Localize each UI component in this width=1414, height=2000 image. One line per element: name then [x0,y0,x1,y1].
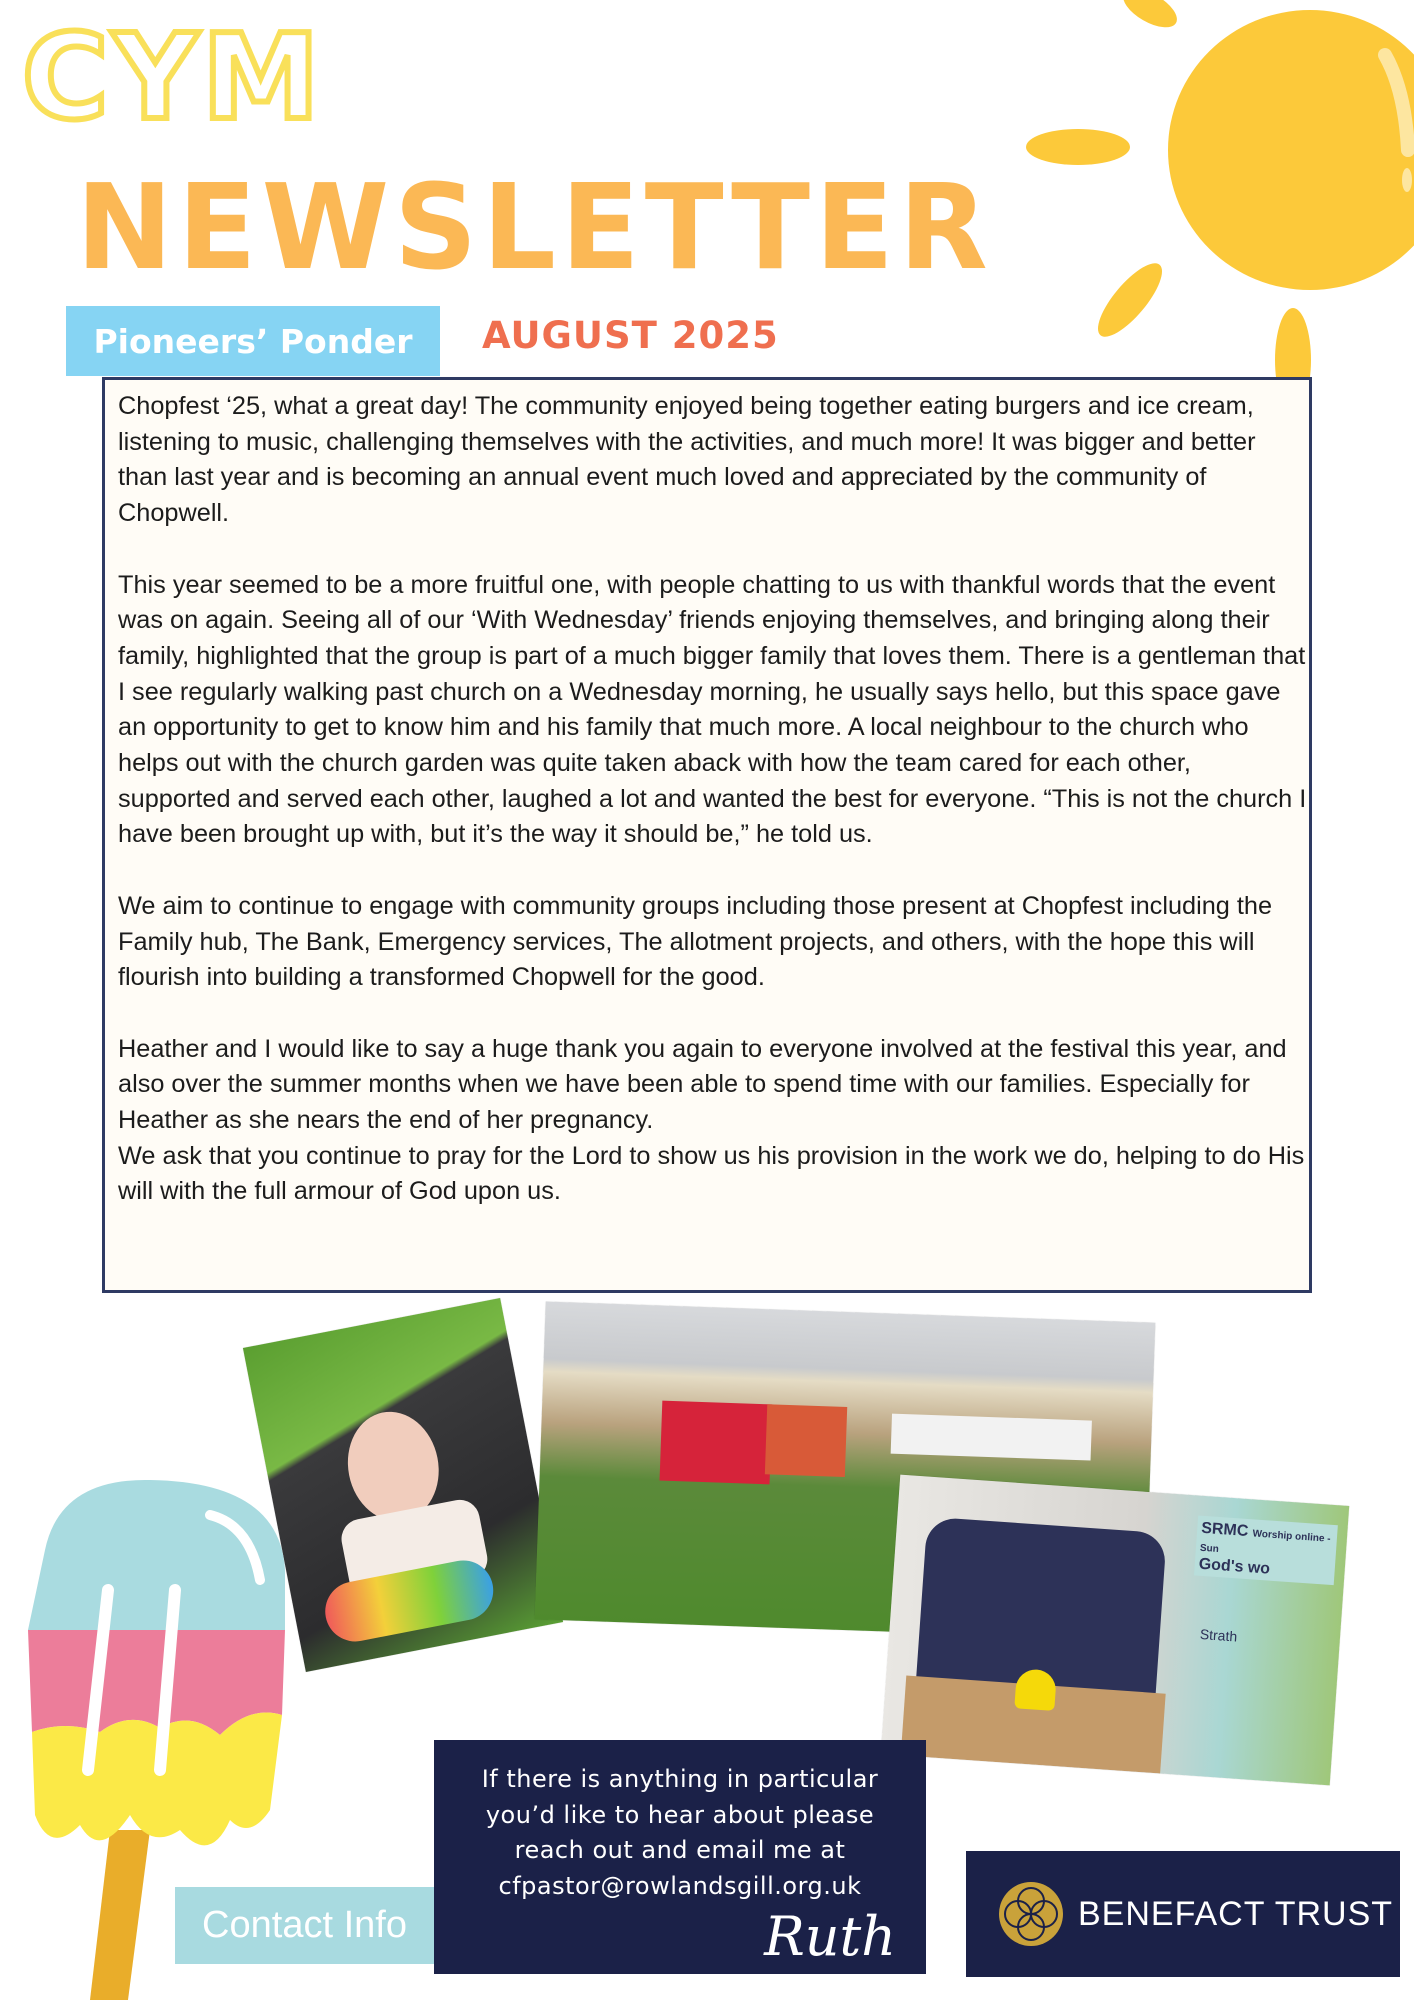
contact-box [434,1740,926,1974]
contact-email-link[interactable]: cfpastor@rowlandsgill.org.uk [498,1871,862,1900]
article-paragraph: We aim to continue to engage with community groups including those present at Chopfest including the Family hub, The Bank, Emergency services, The allotment projects, and others, with the hope this will flourish into building a transformed Chopwell for the good. [118,891,1273,992]
article-paragraph: This year seemed to be a more fruitful one, with people chatting to us with thankful words that the event was on again. Seeing all of our ‘With Wednesday’ friends enjoying themselves, and bringing along their family, highlighted that the group is part of a much bigger family that loves them. There is a gentleman that I see regularly walking past church on a Wednesday morning, he usually says hello, but this space gave an opportunity to get to know him and his family that much more. A local neighbour to the church who helps out with the church garden was quite taken aback with how the team cared for each other, supported and served each other, laughed a lot and wanted the best for everyone. “This is not the church I have been brought up with, but it’s the way it should be,” he told us. [118,570,1307,849]
benefact-emblem-icon [996,1879,1066,1949]
article-body [118,389,1308,1246]
sponsor-name: BENEFACT TRUST [1078,1894,1394,1933]
article-paragraph: We ask that you continue to pray for the Lord to show us his provision in the work we do, helping to do His will with the full armour of God upon us. [118,1141,1305,1206]
contact-line: you’d like to hear about please [485,1800,875,1829]
article-paragraph: Heather and I would like to say a huge thank you again to everyone involved at the festival this year, and also over the summer months when we have been able to spend time with our families. Especially for Heather as she nears the end of her pregnancy. [118,1034,1287,1135]
sun-illustration [1010,0,1414,420]
brand-cym: CYM [22,8,324,146]
newsletter-title: NEWSLETTER [76,158,993,296]
section-label: Pioneers’ Ponder [66,306,440,376]
photo-fire-service-stall [881,1475,1349,1786]
signature: Ruth [764,1905,896,1968]
article-paragraph: Chopfest ‘25, what a great day! The community enjoyed being together eating burgers and ice cream, listening to music, challenging themselves with the activities, and much more! It was bigger and better than last year and is becoming an annual event much loved and appreciated by the community of Chopwell. [118,392,1256,528]
contact-line: reach out and email me at [514,1836,846,1864]
contact-line: If there is anything in particular [481,1765,879,1793]
issue-date: AUGUST 2025 [482,314,779,357]
contact-info-label: Contact Info [175,1887,434,1964]
sign-text: Strath [1199,1625,1238,1645]
sign-text: Worship online - Sun [1199,1528,1331,1556]
sign-text: God's wo [1198,1555,1271,1578]
sign-text: SRMC [1200,1519,1249,1541]
photo-baby-in-pushchair [243,1298,563,1672]
sponsor-logo-benefact [966,1851,1400,1977]
